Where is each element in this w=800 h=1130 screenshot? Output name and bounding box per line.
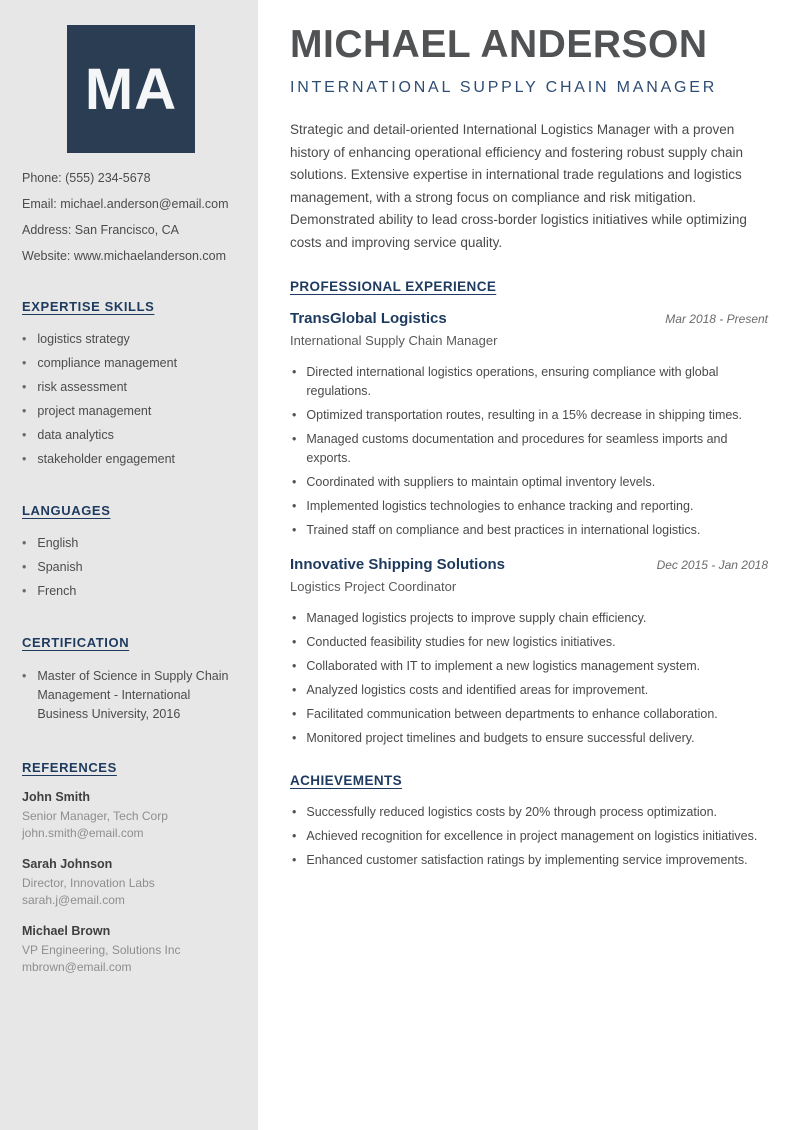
list-item (22, 535, 240, 551)
bullet-marker: • (292, 805, 297, 819)
bullet-marker: • (292, 829, 297, 843)
reference-entry (22, 924, 240, 976)
list-item (22, 559, 240, 575)
reference-role: VP Engineering, Solutions Inc (22, 943, 181, 957)
job-role: International Supply Chain Manager (290, 333, 498, 348)
bullet-text: Directed international logistics operations, ensuring compliance with global regulations. (306, 365, 719, 398)
contact-address: Address: San Francisco, CA (22, 223, 180, 237)
job-entry (290, 556, 768, 748)
language-label: Spanish (37, 560, 83, 574)
bullet-marker: • (292, 432, 297, 446)
bullet-text: Analyzed logistics costs and identified areas for improvement. (306, 683, 649, 697)
bullet-text: Achieved recognition for excellence in project management on logistics initiatives. (306, 829, 758, 843)
bullet-marker: • (22, 356, 27, 370)
monogram-badge (67, 25, 195, 153)
job-dates: Mar 2018 - Present (665, 312, 768, 326)
reference-name: John Smith (22, 790, 91, 804)
job-dates: Dec 2015 - Jan 2018 (656, 558, 768, 572)
skill-label: project management (37, 404, 152, 418)
skill-label: data analytics (37, 428, 114, 442)
bullet-item (290, 803, 768, 822)
bullet-item (290, 521, 768, 540)
language-label: French (37, 584, 77, 598)
bullet-marker: • (292, 635, 297, 649)
certification-list (22, 667, 240, 724)
bullet-text: Optimized transportation routes, resulting in a 15% decrease in shipping times. (306, 408, 743, 422)
bullet-item (290, 497, 768, 516)
skill-label: compliance management (37, 356, 178, 370)
bullet-marker: • (22, 404, 27, 418)
bullet-marker: • (292, 659, 297, 673)
bullet-item (290, 729, 768, 748)
skills-heading: EXPERTISE SKILLS (22, 299, 155, 314)
job-bullet-list (290, 363, 768, 540)
bullet-item (290, 827, 768, 846)
list-item (22, 667, 240, 724)
skill-label: risk assessment (37, 380, 127, 394)
sidebar (0, 0, 258, 1130)
reference-role: Senior Manager, Tech Corp (22, 809, 168, 823)
bullet-marker: • (292, 408, 297, 422)
bullet-marker: • (292, 611, 297, 625)
contact-phone: Phone: (555) 234-5678 (22, 171, 151, 185)
bullet-marker: • (22, 536, 27, 550)
company-name: TransGlobal Logistics (290, 310, 447, 327)
bullet-text: Collaborated with IT to implement a new logistics management system. (306, 659, 701, 673)
bullet-item (290, 851, 768, 870)
bullet-text: Trained staff on compliance and best practices in international logistics. (306, 523, 701, 537)
list-item (22, 583, 240, 599)
bullet-marker: • (292, 853, 297, 867)
bullet-text: Managed logistics projects to improve supply chain efficiency. (306, 611, 647, 625)
bullet-marker: • (292, 365, 297, 379)
bullet-marker: • (292, 707, 297, 721)
bullet-text: Facilitated communication between departments to enhance collaboration. (306, 707, 718, 721)
reference-name: Michael Brown (22, 924, 111, 938)
bullet-item (290, 633, 768, 652)
bullet-text: Coordinated with suppliers to maintain optimal inventory levels. (306, 475, 656, 489)
main-content (258, 0, 800, 1130)
list-item (22, 427, 240, 443)
languages-heading: LANGUAGES (22, 503, 111, 518)
reference-email: john.smith@email.com (22, 826, 144, 840)
contact-block (22, 171, 240, 263)
references-heading: REFERENCES (22, 760, 117, 775)
bullet-marker: • (22, 560, 27, 574)
bullet-marker: • (22, 452, 27, 466)
bullet-marker: • (22, 332, 27, 346)
job-header (290, 310, 768, 327)
bullet-marker: • (292, 523, 297, 537)
bullet-text: Implemented logistics technologies to enhance tracking and reporting. (306, 499, 694, 513)
bullet-marker: • (22, 428, 27, 442)
list-item (22, 379, 240, 395)
bullet-marker: • (22, 380, 27, 394)
bullet-item (290, 609, 768, 628)
certification-heading: CERTIFICATION (22, 635, 130, 650)
bullet-text: Monitored project timelines and budgets to ensure successful delivery. (306, 731, 695, 745)
company-name: Innovative Shipping Solutions (290, 556, 506, 573)
bullet-item (290, 705, 768, 724)
bullet-item (290, 406, 768, 425)
experience-section-heading: PROFESSIONAL EXPERIENCE (290, 279, 497, 294)
contact-email: Email: michael.anderson@email.com (22, 197, 229, 211)
certification-label: Master of Science in Supply Chain Management - International Business University, 2016 (37, 669, 229, 721)
bullet-item (290, 657, 768, 676)
bullet-marker: • (292, 731, 297, 745)
bullet-text: Enhanced customer satisfaction ratings by implementing service improvements. (306, 853, 748, 867)
job-header (290, 556, 768, 573)
contact-website: Website: www.michaelanderson.com (22, 249, 227, 263)
list-item (22, 403, 240, 419)
bullet-text: Successfully reduced logistics costs by 20% through process optimization. (306, 805, 718, 819)
skill-label: stakeholder engagement (37, 452, 175, 466)
achievements-section-heading: ACHIEVEMENTS (290, 773, 403, 788)
bullet-item (290, 430, 768, 468)
reference-role: Director, Innovation Labs (22, 876, 155, 890)
bullet-item (290, 681, 768, 700)
bullet-item (290, 473, 768, 492)
bullet-marker: • (292, 683, 297, 697)
reference-entry (22, 790, 240, 842)
candidate-name: MICHAEL ANDERSON (290, 23, 708, 66)
languages-list (22, 535, 240, 599)
reference-entry (22, 857, 240, 909)
job-bullet-list (290, 609, 768, 748)
reference-name: Sarah Johnson (22, 857, 113, 871)
job-role: Logistics Project Coordinator (290, 579, 457, 594)
candidate-job-title: INTERNATIONAL SUPPLY CHAIN MANAGER (290, 79, 718, 96)
bullet-marker: • (22, 584, 27, 598)
profile-summary: Strategic and detail-oriented International Logistics Manager with a proven history of enhancing operational efficiency and fostering robust supply chain solutions. Extensive expertise in international trade regulations and logistics management, with a strong focus on compliance and risk mitigation. Demonstrated ability to lead cross-border logistics initiatives while optimizing costs and improving service quality. (290, 122, 747, 250)
job-entry (290, 310, 768, 540)
bullet-text: Managed customs documentation and procedures for seamless imports and exports. (306, 432, 728, 465)
bullet-marker: • (292, 499, 297, 513)
bullet-item (290, 363, 768, 401)
achievements-list (290, 803, 768, 870)
reference-email: mbrown@email.com (22, 960, 132, 974)
bullet-text: Conducted feasibility studies for new logistics initiatives. (306, 635, 616, 649)
monogram-initials: MA (84, 56, 178, 122)
list-item (22, 451, 240, 467)
list-item (22, 355, 240, 371)
bullet-marker: • (22, 669, 27, 683)
language-label: English (37, 536, 79, 550)
skill-label: logistics strategy (37, 332, 130, 346)
skills-list (22, 331, 240, 467)
bullet-marker: • (292, 475, 297, 489)
reference-email: sarah.j@email.com (22, 893, 125, 907)
list-item (22, 331, 240, 347)
